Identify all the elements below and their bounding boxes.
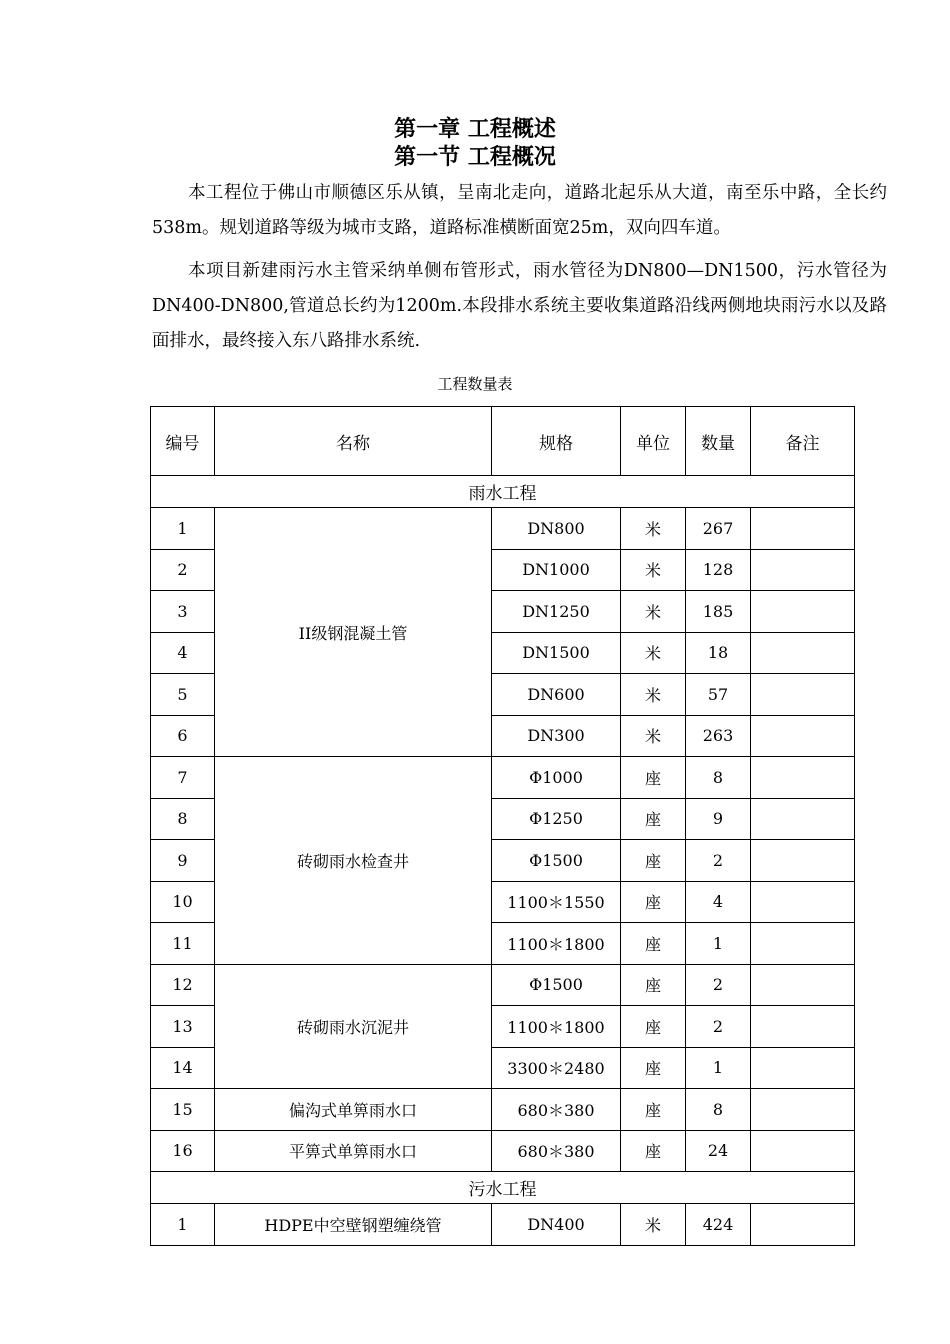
cell-spec: DN300: [492, 715, 621, 757]
cell-spec: DN1250: [492, 591, 621, 633]
cell-unit: 座: [621, 840, 686, 882]
cell-qty: 424: [686, 1204, 751, 1246]
cell-remark: [751, 715, 855, 757]
cell-no: 2: [151, 549, 215, 591]
cell-spec: DN600: [492, 674, 621, 716]
group-label-sewage: 污水工程: [151, 1172, 855, 1204]
cell-unit: 米: [621, 715, 686, 757]
cell-no: 13: [151, 1006, 215, 1048]
group-row-sewage: [151, 1172, 855, 1204]
cell-unit: 米: [621, 508, 686, 550]
cell-unit: 米: [621, 674, 686, 716]
cell-no: 15: [151, 1089, 215, 1131]
cell-remark: [751, 508, 855, 550]
cell-remark: [751, 632, 855, 674]
paragraph-overview: 本工程位于佛山市顺德区乐从镇，呈南北走向，道路北起乐从大道，南至乐中路，全长约538m。规划道路等级为城市支路，道路标准横断面宽25m，双向四车道。: [152, 183, 887, 238]
cell-qty: 1: [686, 923, 751, 965]
cell-name-flat-inlet: 平箅式单箅雨水口: [215, 1130, 492, 1172]
cell-no: 5: [151, 674, 215, 716]
cell-unit: 座: [621, 1047, 686, 1089]
table-caption: 工程数量表: [437, 375, 513, 393]
cell-unit: 米: [621, 549, 686, 591]
cell-unit: 座: [621, 881, 686, 923]
cell-no: 3: [151, 591, 215, 633]
cell-spec: DN1000: [492, 549, 621, 591]
group-row-rain: [151, 476, 855, 508]
cell-name-offset-inlet: 偏沟式单箅雨水口: [215, 1089, 492, 1131]
cell-qty: 4: [686, 881, 751, 923]
cell-spec: 1100＊1800: [492, 923, 621, 965]
quantity-table: [150, 406, 855, 1246]
cell-no: 6: [151, 715, 215, 757]
section-title: 第一节 工程概况: [394, 145, 556, 170]
header-qty: 数量: [686, 407, 751, 476]
cell-unit: 座: [621, 964, 686, 1006]
cell-unit: 座: [621, 1006, 686, 1048]
cell-no: 1: [151, 508, 215, 550]
cell-no: 1: [151, 1204, 215, 1246]
table-row: [151, 1130, 855, 1172]
cell-remark: [751, 881, 855, 923]
cell-no: 11: [151, 923, 215, 965]
header-unit: 单位: [621, 407, 686, 476]
cell-qty: 9: [686, 798, 751, 840]
cell-no: 7: [151, 757, 215, 799]
cell-remark: [751, 1047, 855, 1089]
cell-remark: [751, 840, 855, 882]
cell-spec: 3300＊2480: [492, 1047, 621, 1089]
cell-remark: [751, 674, 855, 716]
cell-spec: Φ1500: [492, 840, 621, 882]
cell-qty: 1: [686, 1047, 751, 1089]
cell-qty: 18: [686, 632, 751, 674]
cell-remark: [751, 923, 855, 965]
cell-name-concrete-pipe: II级钢混凝土管: [215, 508, 492, 757]
cell-qty: 8: [686, 1089, 751, 1131]
cell-name-rain-sump: 砖砌雨水沉泥井: [215, 964, 492, 1089]
cell-qty: 267: [686, 508, 751, 550]
cell-unit: 座: [621, 1089, 686, 1131]
cell-unit: 座: [621, 923, 686, 965]
cell-spec: DN800: [492, 508, 621, 550]
cell-unit: 座: [621, 798, 686, 840]
cell-remark: [751, 1006, 855, 1048]
cell-no: 9: [151, 840, 215, 882]
cell-qty: 185: [686, 591, 751, 633]
cell-spec: Φ1000: [492, 757, 621, 799]
cell-spec: Φ1250: [492, 798, 621, 840]
cell-spec: 680＊380: [492, 1130, 621, 1172]
cell-remark: [751, 964, 855, 1006]
cell-remark: [751, 757, 855, 799]
cell-remark: [751, 798, 855, 840]
cell-remark: [751, 1089, 855, 1131]
cell-no: 16: [151, 1130, 215, 1172]
table-header-row: [151, 407, 855, 476]
cell-qty: 24: [686, 1130, 751, 1172]
cell-no: 8: [151, 798, 215, 840]
cell-spec: Φ1500: [492, 964, 621, 1006]
header-name: 名称: [215, 407, 492, 476]
table-row: [151, 757, 855, 799]
table-row: [151, 1204, 855, 1246]
cell-qty: 2: [686, 1006, 751, 1048]
cell-spec: 1100＊1550: [492, 881, 621, 923]
cell-qty: 2: [686, 840, 751, 882]
cell-no: 10: [151, 881, 215, 923]
cell-unit: 座: [621, 757, 686, 799]
cell-unit: 米: [621, 1204, 686, 1246]
cell-spec: DN1500: [492, 632, 621, 674]
cell-qty: 57: [686, 674, 751, 716]
cell-unit: 米: [621, 591, 686, 633]
cell-name-hdpe-pipe: HDPE中空壁钢塑缠绕管: [215, 1204, 492, 1246]
cell-remark: [751, 591, 855, 633]
cell-qty: 8: [686, 757, 751, 799]
cell-remark: [751, 1130, 855, 1172]
paragraph-drainage: 本项目新建雨污水主管采纳单侧布管形式，雨水管径为DN800—DN1500，污水管径为DN400-DN800,管道总长约为1200m.本段排水系统主要收集道路沿线两侧地块雨污水以及路面排水，最终接入东八路排水系统.: [152, 261, 887, 351]
table-row: [151, 508, 855, 550]
cell-spec: 680＊380: [492, 1089, 621, 1131]
header-spec: 规格: [492, 407, 621, 476]
table-row: [151, 964, 855, 1006]
cell-qty: 263: [686, 715, 751, 757]
cell-unit: 米: [621, 632, 686, 674]
cell-qty: 128: [686, 549, 751, 591]
cell-no: 12: [151, 964, 215, 1006]
cell-remark: [751, 1204, 855, 1246]
cell-qty: 2: [686, 964, 751, 1006]
cell-unit: 座: [621, 1130, 686, 1172]
cell-name-rain-manhole: 砖砌雨水检查井: [215, 757, 492, 965]
group-label-rain: 雨水工程: [151, 476, 855, 508]
table-row: [151, 1089, 855, 1131]
header-no: 编号: [151, 407, 215, 476]
cell-no: 14: [151, 1047, 215, 1089]
cell-spec: DN400: [492, 1204, 621, 1246]
chapter-title: 第一章 工程概述: [394, 117, 556, 142]
header-remark: 备注: [751, 407, 855, 476]
cell-spec: 1100＊1800: [492, 1006, 621, 1048]
cell-no: 4: [151, 632, 215, 674]
cell-remark: [751, 549, 855, 591]
